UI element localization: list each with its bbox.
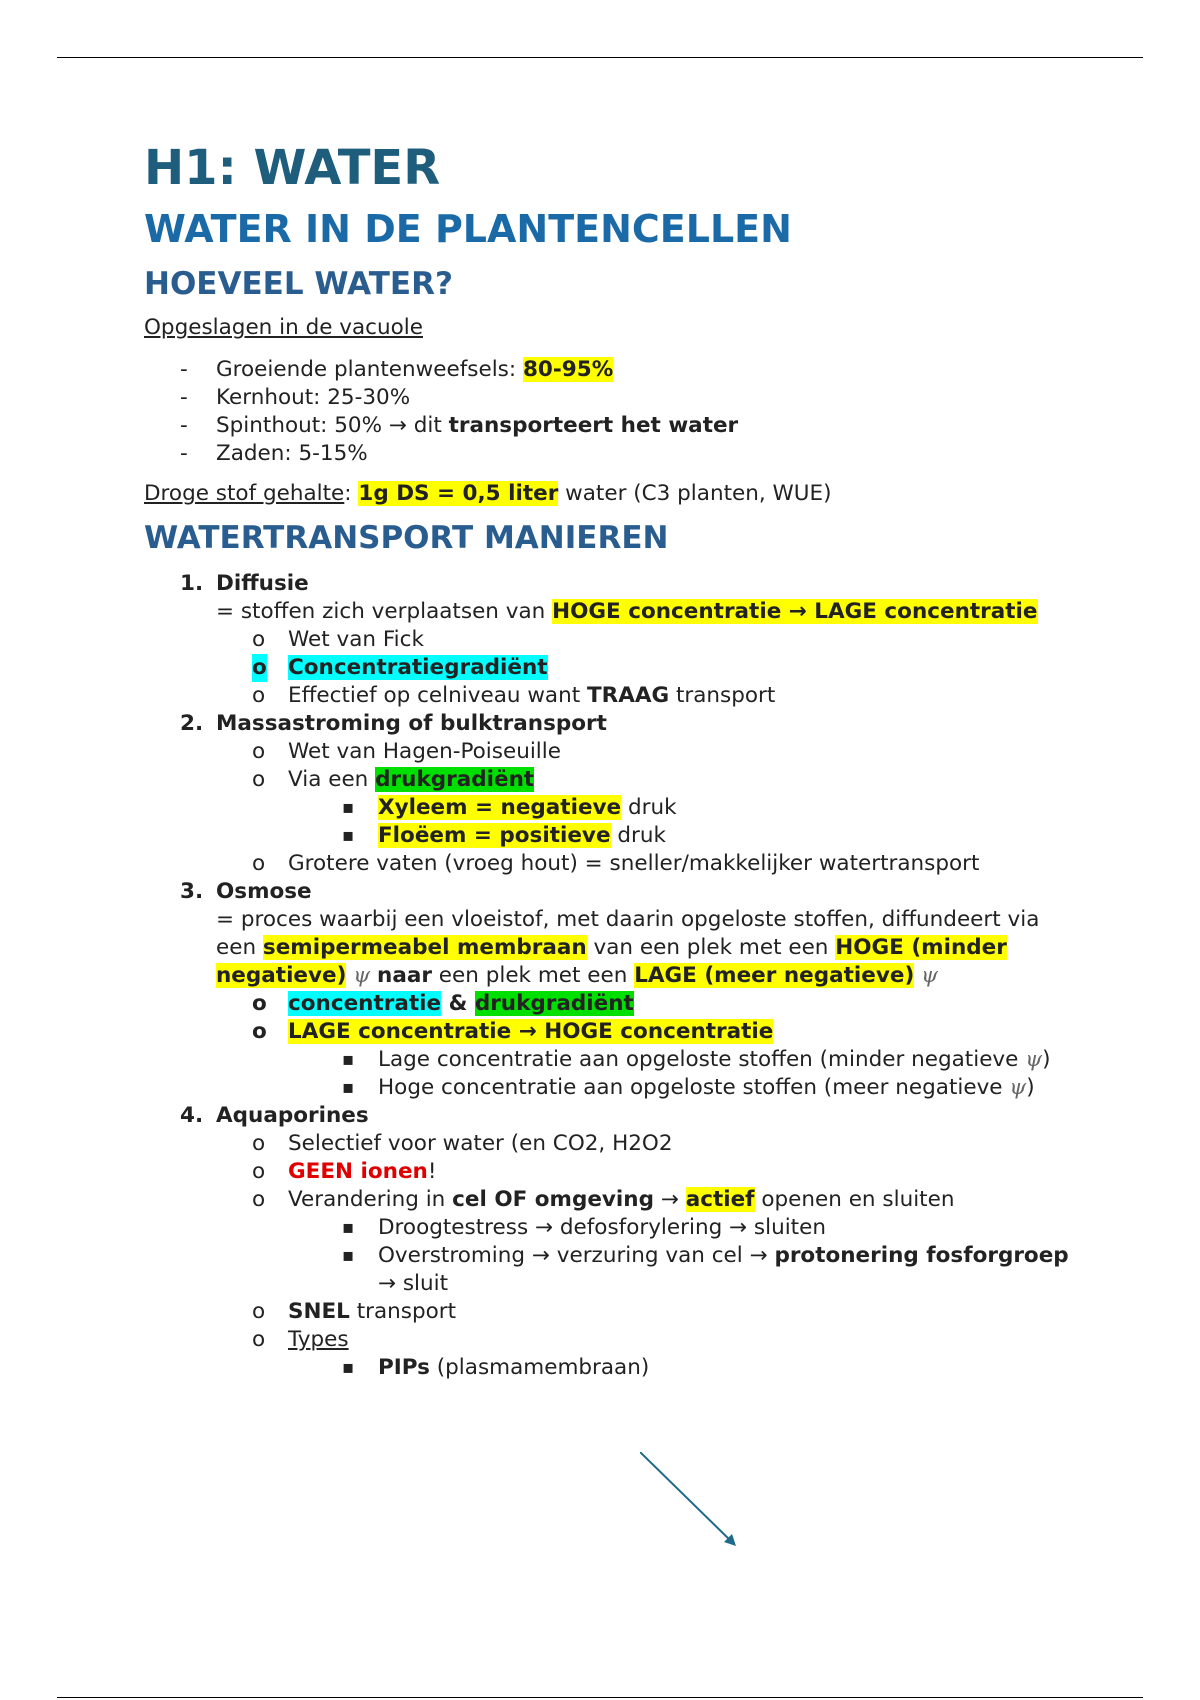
page-title: H1: WATER [144,140,441,196]
list-item-diffusie: 1. Diffusie = stoffen zich verplaatsen van HOGE concentratie → LAGE concentratie o Wet van Fick o Concentratiegradiënt o Effectief op celniveau want TRAAG transport [180,570,1084,710]
list-item: ▪ Overstroming → verzuring van cel → protonering fosforgroep → sluit [342,1242,1084,1298]
section-heading-hoeveel: HOEVEEL WATER? [144,266,453,302]
list-item: - Spinthout: 50% → dit transporteert het water [180,412,1084,440]
list-item: ▪ Lage concentratie aan opgeloste stoffen (minder negatieve ψ) [342,1046,1084,1074]
stored-label: Opgeslagen in de vacuole [144,315,423,340]
list-item: o Types ▪ PIPs (plasmamembraan) [252,1326,1084,1382]
list-item: o Effectief op celniveau want TRAAG transport [252,683,776,708]
list-item: ▪ Hoge concentratie aan opgeloste stoffen (meer negatieve ψ) [342,1074,1084,1102]
list-item: ▪ PIPs (plasmamembraan) [342,1354,1084,1382]
list-item: o Via een drukgradiënt ▪ Xyleem = negatieve druk ▪ Floëem = positieve druk [252,766,1084,850]
list-item: ▪ Floëem = positieve druk [342,822,1084,850]
water-content-list [144,356,1084,468]
list-item-osmose: 3. Osmose = proces waarbij een vloeistof, met daarin opgeloste stoffen, diffundeert via een semipermeabel membraan van een plek met een HOGE (minder negatieve) ψ naar een plek met een LAGE (meer negatieve) ψ o concentratie & drukgradiënt o LAGE concentratie → HOGE concentratie ▪ Lage concentratie aan opgeloste stoffen (minder negatieve ψ) ▪ Hoge concentratie aan opgeloste stoffen (meer negatieve ψ) [180,878,1084,1102]
list-item: ▪ Xyleem = negatieve druk [342,794,1084,822]
arrow-icon [640,1452,750,1562]
list-item: ▪ Droogtestress → defosforylering → sluiten [342,1214,1084,1242]
section-heading-transport: WATERTRANSPORT MANIEREN [144,520,669,556]
bottom-rule [57,1697,1143,1698]
list-item-massastroming: 2. Massastroming of bulktransport o Wet van Hagen-Poiseuille o Via een drukgradiënt ▪ Xyleem = negatieve druk ▪ Floëem = positieve druk o Grotere vaten (vroeg hout) = sneller/makkelijker watertransport [180,710,1084,878]
transport-list [144,570,1084,1382]
list-item: o GEEN ionen! [252,1159,437,1184]
list-item: o Verandering in cel OF omgeving → actief openen en sluiten ▪ Droogtestress → defosforylering → sluiten ▪ Overstroming → verzuring van cel → protonering fosforgroep → sluit [252,1186,1084,1298]
list-item-aquaporines: 4. Aquaporines o Selectief voor water (en CO2, H2O2 o GEEN ionen! o Verandering in cel OF omgeving → actief openen en sluiten ▪ Droogtestress → defosforylering → sluiten ▪ Overstroming → verzuring van cel → protonering fosforgroep → sluit o SNEL transport o Types ▪ PIPs (plasmamembraan) [180,1102,1084,1382]
list-item: - Zaden: 5-15% [180,440,1084,468]
document-page [144,140,1084,1382]
list-item: - Kernhout: 25-30% [180,384,1084,412]
list-item: o Concentratiegradiënt [252,655,548,680]
top-rule [57,57,1143,58]
chapter-heading: WATER IN DE PLANTENCELLEN [144,207,792,251]
list-item: o Grotere vaten (vroeg hout) = sneller/makkelijker watertransport [252,851,980,876]
list-item: - Groeiende plantenweefsels: 80-95% [180,356,1084,384]
list-item: o SNEL transport [252,1299,457,1324]
list-item: o Wet van Hagen-Poiseuille [252,739,561,764]
list-item: o LAGE concentratie → HOGE concentratie ▪ Lage concentratie aan opgeloste stoffen (minder negatieve ψ) ▪ Hoge concentratie aan opgeloste stoffen (meer negatieve ψ) [252,1018,1084,1102]
osmose-definition: = proces waarbij een vloeistof, met daarin opgeloste stoffen, diffundeert via een semipermeabel membraan van een plek met een HOGE (minder negatieve) ψ naar een plek met een LAGE (meer negatieve) ψ [216,907,1040,988]
list-item: o Selectief voor water (en CO2, H2O2 [252,1131,673,1156]
list-item: o Wet van Fick [252,627,424,652]
list-item: o concentratie & drukgradiënt [252,991,634,1016]
dry-matter-line: Droge stof gehalte: 1g DS = 0,5 liter water (C3 planten, WUE) [144,481,832,506]
